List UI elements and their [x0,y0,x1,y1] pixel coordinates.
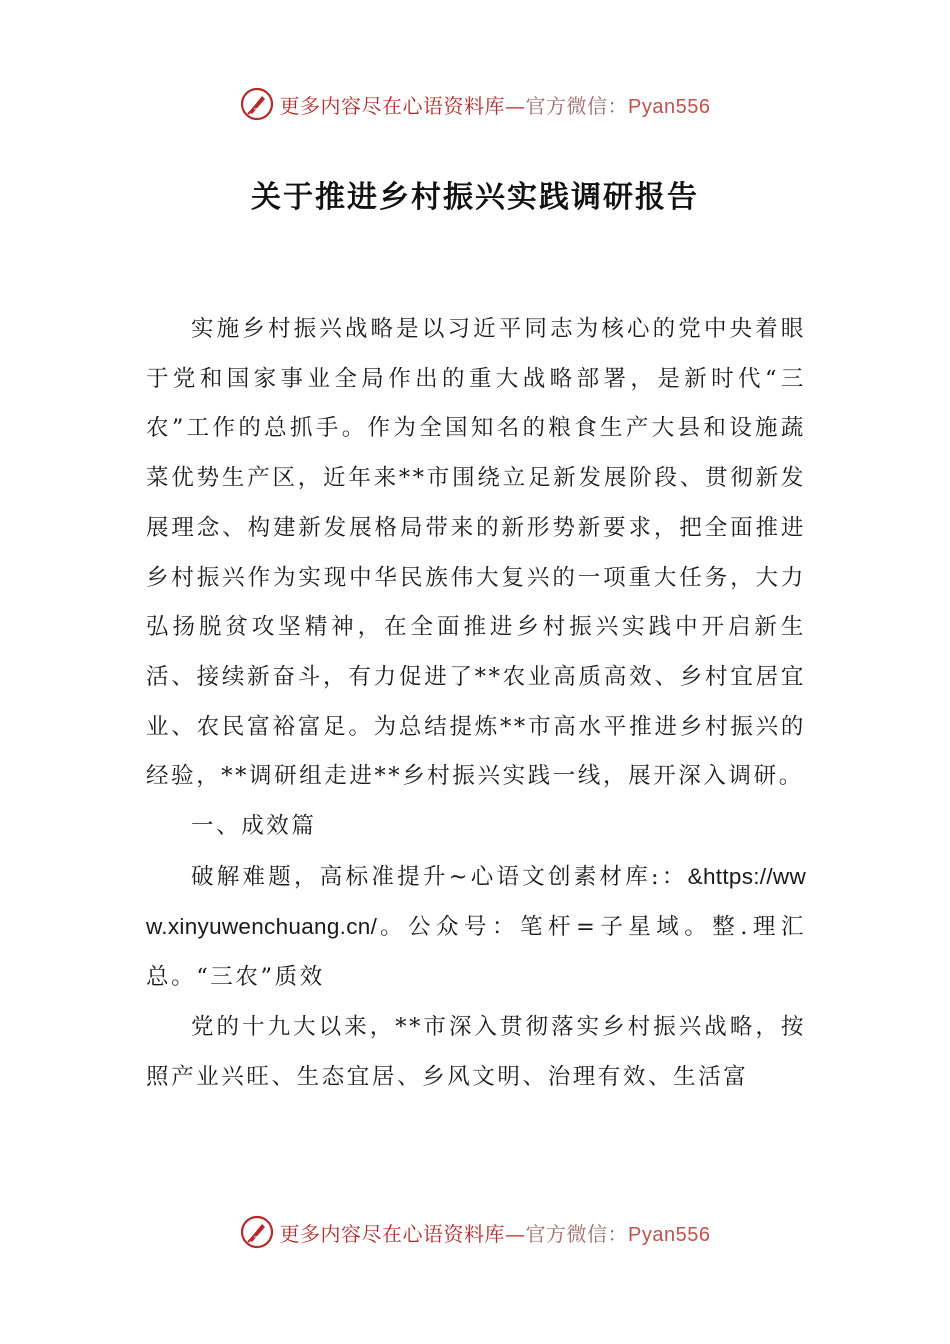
banner-text: 更多内容尽在心语资料库—官方微信：Pyan556 [279,1221,711,1246]
website-link[interactable]: &https://www.xinyuwenchuang.cn/ [146,863,806,940]
document-body [146,305,806,1102]
footer-banner [0,1212,950,1252]
paragraph-intro: 实施乡村振兴战略是以习近平同志为核心的党中央着眼于党和国家事业全局作出的重大战略部署，是新时代“三农”工作的总抓手。作为全国知名的粮食生产大县和设施蔬菜优势生产区，近年来**市围绕立足新发展阶段、贯彻新发展理念、构建新发展格局带来的新形势新要求，把全面推进乡村振兴作为实现中华民族伟大复兴的一项重大任务，大力弘扬脱贫攻坚精神，在全面推进乡村振兴实践中开启新生活、接续新奋斗，有力促进了**农业高质高效、乡村宜居宜业、农民富裕富足。为总结提炼**市高水平推进乡村振兴的经验，**调研组走进**乡村振兴实践一线，展开深入调研。 [146,316,806,790]
banner-text: 更多内容尽在心语资料库—官方微信：Pyan556 [279,93,711,118]
paragraph-section-one: 破解难题，高标准提升~心语文创素材库:：&https://www.xinyuwenchuang.cn/。公众号：笔杆=子星域。整.理汇总。“三农”质效 [146,863,806,991]
header-banner [0,84,950,124]
section-heading: 一、成效篇 [191,813,317,840]
document-title: 关于推进乡村振兴实践调研报告 [251,180,699,215]
paragraph-four: 党的十九大以来，**市深入贯彻落实乡村振兴战略，按照产业兴旺、生态宜居、乡风文明、治理有效、生活富 [146,1013,806,1090]
quill-logo-icon [240,87,274,121]
quill-logo-icon [240,1215,274,1249]
